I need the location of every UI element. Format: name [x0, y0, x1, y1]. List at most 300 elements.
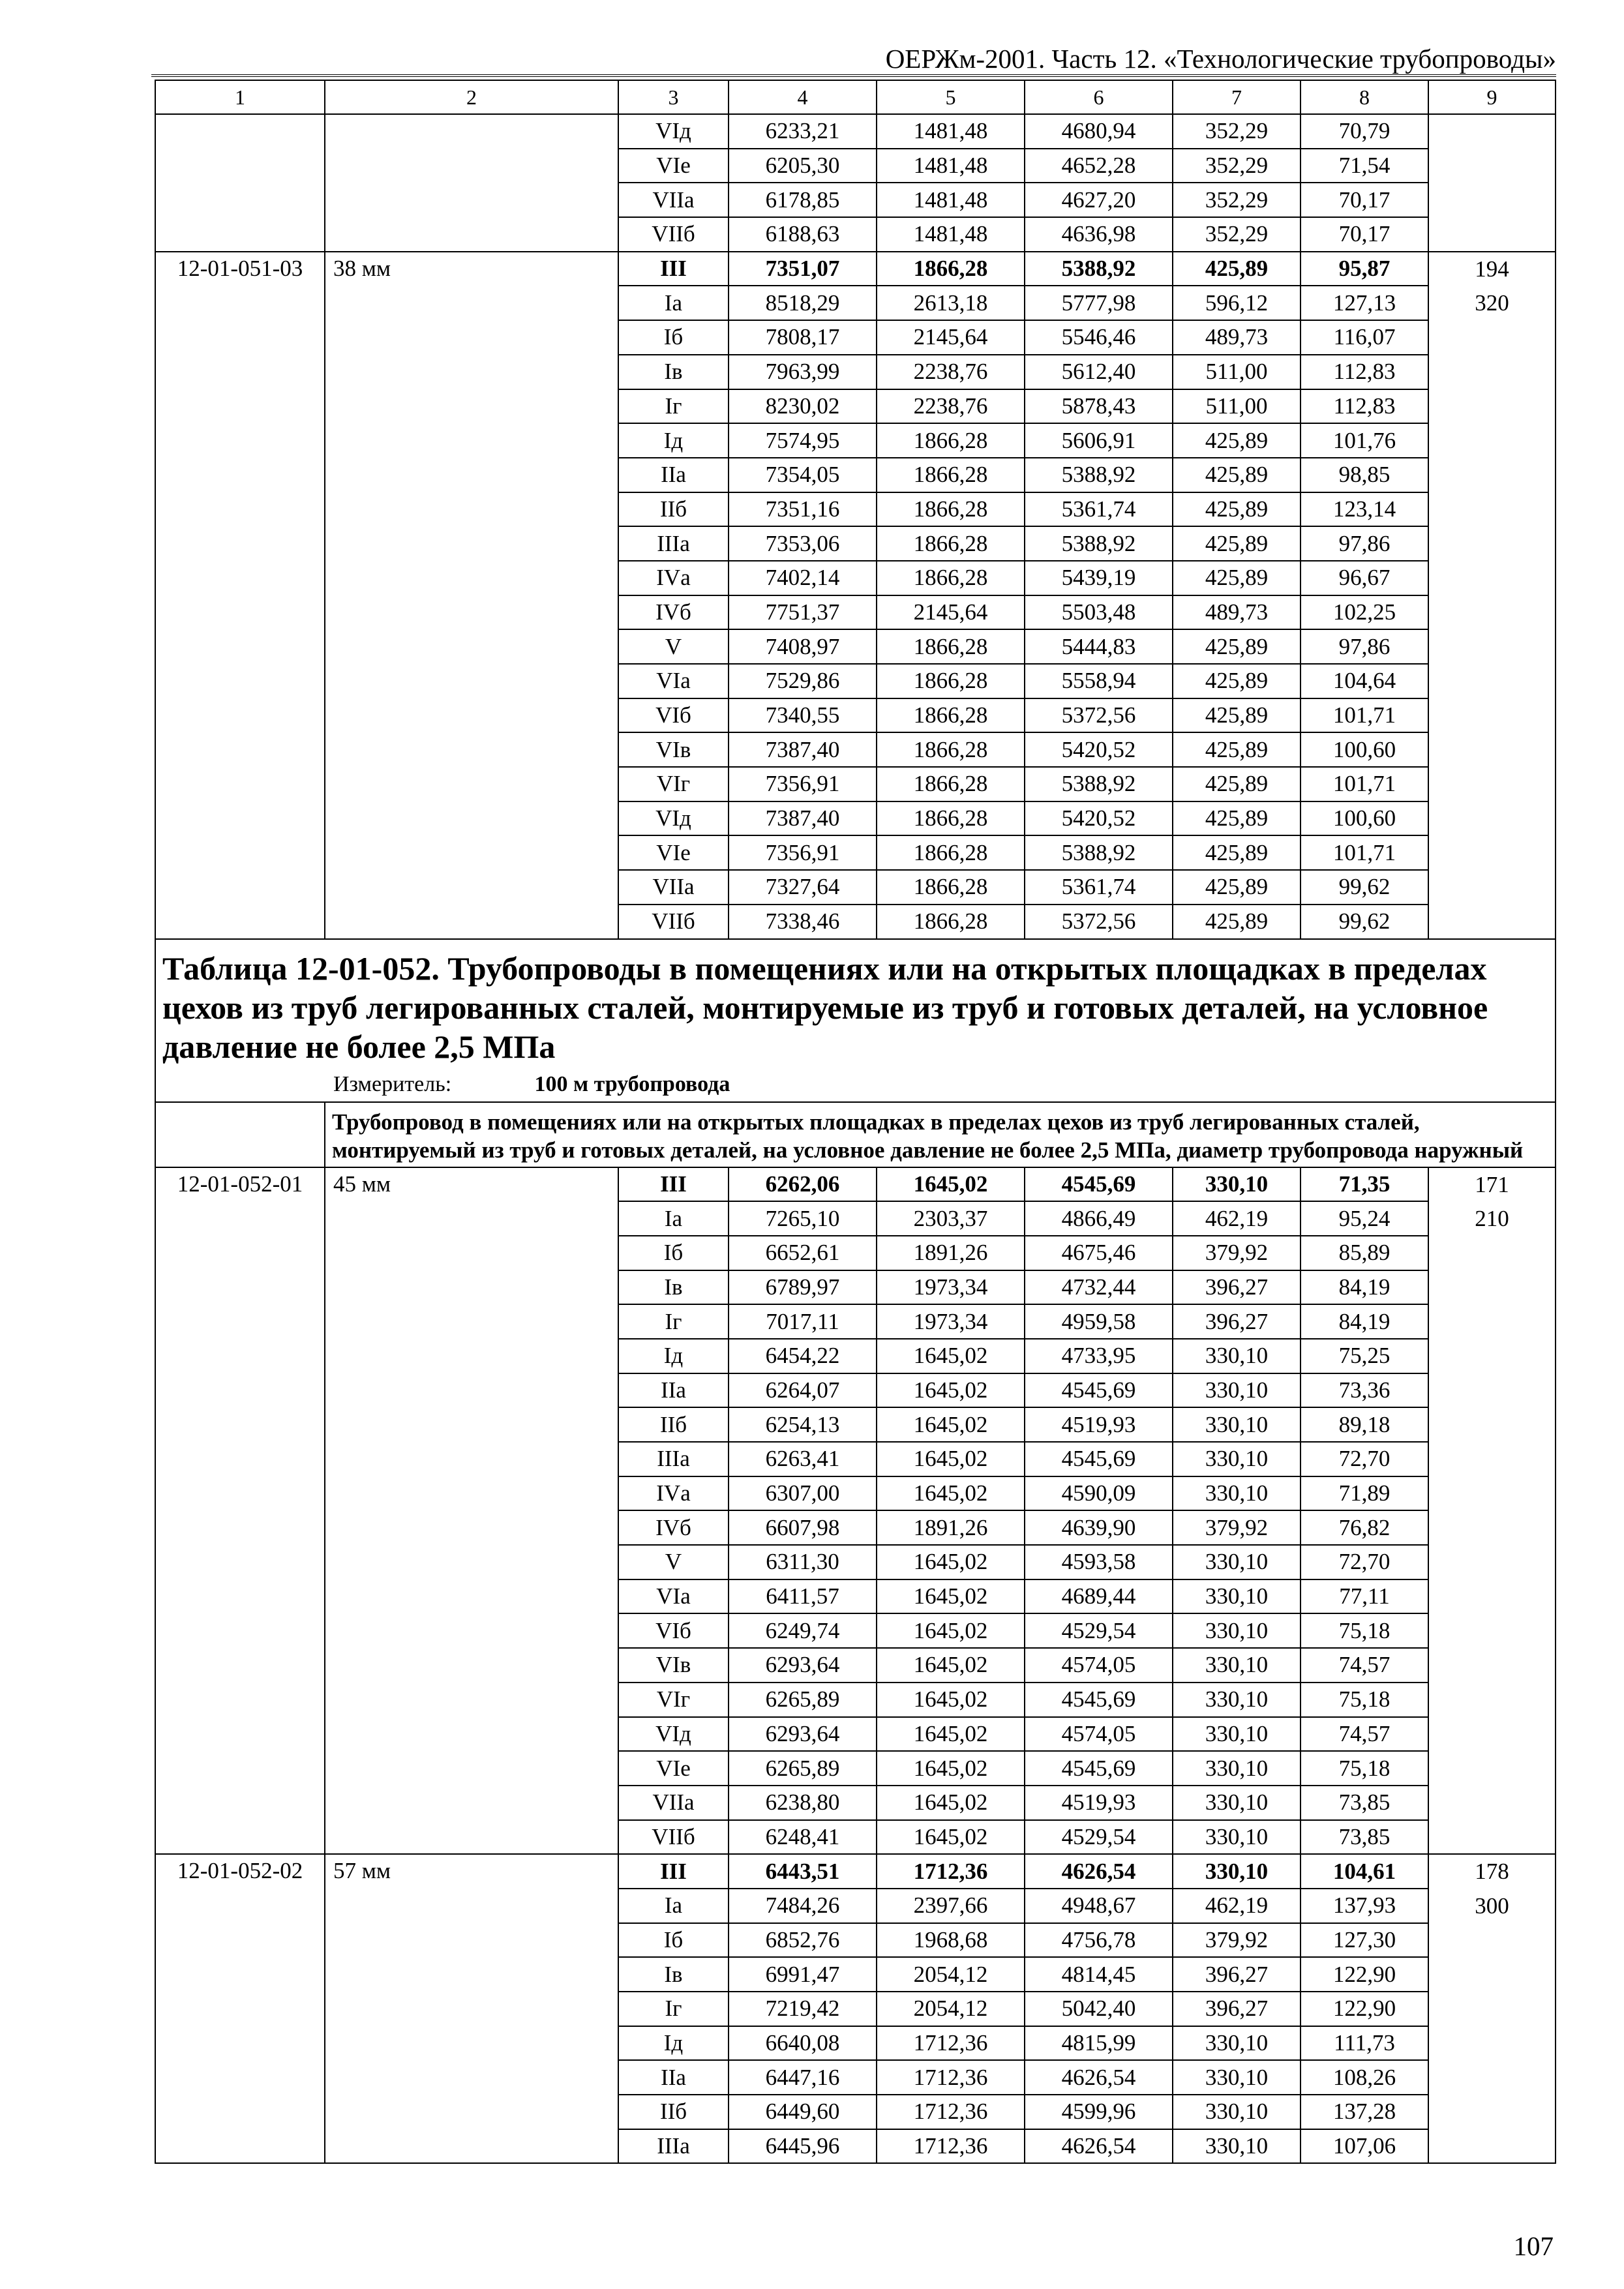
value-cell: 425,89 [1173, 801, 1301, 836]
variant-cell: Iб [618, 320, 729, 355]
value-cell: 5388,92 [1025, 458, 1173, 492]
value-cell: 379,92 [1173, 1510, 1301, 1545]
value-cell: 462,19 [1173, 1889, 1301, 1923]
value-cell: 70,17 [1301, 183, 1428, 217]
value-cell: 1891,26 [877, 1236, 1025, 1270]
value-cell: 4545,69 [1025, 1683, 1173, 1717]
variant-cell: Iа [618, 1889, 729, 1923]
value-cell: 330,10 [1173, 1820, 1301, 1855]
value-cell: 4545,69 [1025, 1373, 1173, 1408]
variant-cell: IVа [618, 561, 729, 595]
variant-cell: Iв [618, 1270, 729, 1305]
value-cell: 116,07 [1301, 320, 1428, 355]
variant-cell: Iб [618, 1923, 729, 1958]
rates-table [155, 80, 1556, 2164]
value-cell: 352,29 [1173, 183, 1301, 217]
value-cell: 425,89 [1173, 629, 1301, 664]
variant-cell: VIв [618, 1648, 729, 1683]
value-cell: 425,89 [1173, 561, 1301, 595]
table-row [155, 1854, 1556, 1889]
value-cell: 1866,28 [877, 629, 1025, 664]
table-title: Таблица 12-01-052. Трубопроводы в помещениях или на открытых площадках в пределах цехов из труб легированных сталей, монтируемые из труб и готовых деталей, на условное давление не более 2,5 МПа [162, 950, 1488, 1065]
value-cell: 5420,52 [1025, 801, 1173, 836]
value-cell: 1481,48 [877, 114, 1025, 149]
value-cell: 1866,28 [877, 698, 1025, 733]
value-cell: 7356,91 [729, 767, 877, 801]
value-cell: 4652,28 [1025, 149, 1173, 183]
variant-cell: IIа [618, 458, 729, 492]
value-cell: 7751,37 [729, 595, 877, 630]
value-cell: 4689,44 [1025, 1579, 1173, 1614]
value-cell: 99,62 [1301, 870, 1428, 905]
variant-cell: VIе [618, 1751, 729, 1786]
variant-cell: VIIб [618, 905, 729, 939]
variant-cell: VIд [618, 114, 729, 149]
pipe-diameter: 38 мм [325, 252, 618, 939]
value-cell: 4574,05 [1025, 1648, 1173, 1683]
value-cell: 7354,05 [729, 458, 877, 492]
table-title-row [155, 939, 1556, 1102]
table-row [155, 252, 1556, 286]
variant-cell: VIб [618, 698, 729, 733]
value-cell: 7338,46 [729, 905, 877, 939]
value-cell: 4948,67 [1025, 1889, 1173, 1923]
variant-cell: Iд [618, 423, 729, 458]
value-cell: 104,61 [1301, 1854, 1428, 1889]
value-cell: 330,10 [1173, 1407, 1301, 1442]
value-cell: 330,10 [1173, 1339, 1301, 1373]
value-cell: 6443,51 [729, 1854, 877, 1889]
rates-block [155, 1854, 1556, 2163]
value-cell: 4733,95 [1025, 1339, 1173, 1373]
value-cell: 6454,22 [729, 1339, 877, 1373]
value-cell: 75,18 [1301, 1751, 1428, 1786]
value-cell: 75,18 [1301, 1613, 1428, 1648]
value-cell: 4599,96 [1025, 2095, 1173, 2129]
value-cell: 6249,74 [729, 1613, 877, 1648]
value-cell: 102,25 [1301, 595, 1428, 630]
value-cell: 4529,54 [1025, 1613, 1173, 1648]
value-cell: 4590,09 [1025, 1476, 1173, 1511]
value-cell: 137,93 [1301, 1889, 1428, 1923]
value-cell: 2054,12 [877, 1957, 1025, 1992]
value-cell: 6254,13 [729, 1407, 877, 1442]
extra-value: 300 [1475, 1893, 1509, 1919]
value-cell: 425,89 [1173, 492, 1301, 527]
value-cell: 76,82 [1301, 1510, 1428, 1545]
value-cell: 1645,02 [877, 1407, 1025, 1442]
value-cell: 4814,45 [1025, 1957, 1173, 1992]
value-cell: 5606,91 [1025, 423, 1173, 458]
pipe-diameter [325, 114, 618, 252]
variant-cell: IIIа [618, 1442, 729, 1476]
value-cell: 97,86 [1301, 526, 1428, 561]
value-cell: 1645,02 [877, 1476, 1025, 1511]
section-header: Трубопровод в помещениях или на открытых площадках в пределах цехов из труб легированных сталей, монтируемый из труб и готовых деталей, на условное давление не более 2,5 МПа, диаметр трубопровода наружный [325, 1102, 1556, 1167]
value-cell: 4519,93 [1025, 1407, 1173, 1442]
column-number: 9 [1428, 80, 1556, 114]
extra-value: 194 [1475, 256, 1509, 282]
value-cell: 5558,94 [1025, 664, 1173, 698]
value-cell: 330,10 [1173, 1648, 1301, 1683]
value-cell: 1645,02 [877, 1751, 1025, 1786]
value-cell: 89,18 [1301, 1407, 1428, 1442]
value-cell: 330,10 [1173, 1786, 1301, 1820]
value-cell: 123,14 [1301, 492, 1428, 527]
column-number: 2 [325, 80, 618, 114]
page-number: 107 [1513, 2231, 1554, 2261]
variant-cell: Iг [618, 389, 729, 424]
value-cell: 5372,56 [1025, 698, 1173, 733]
value-cell: 5612,40 [1025, 355, 1173, 389]
value-cell: 425,89 [1173, 767, 1301, 801]
value-cell: 7387,40 [729, 801, 877, 836]
value-cell: 352,29 [1173, 217, 1301, 252]
extra-values-cell [1428, 252, 1556, 939]
value-cell: 4545,69 [1025, 1167, 1173, 1202]
variant-cell: Iа [618, 1201, 729, 1236]
variant-cell: IVа [618, 1476, 729, 1511]
value-cell: 1481,48 [877, 217, 1025, 252]
value-cell: 6311,30 [729, 1545, 877, 1579]
column-number: 8 [1301, 80, 1428, 114]
value-cell: 4866,49 [1025, 1201, 1173, 1236]
value-cell: 5439,19 [1025, 561, 1173, 595]
value-cell: 425,89 [1173, 526, 1301, 561]
value-cell: 352,29 [1173, 114, 1301, 149]
value-cell: 425,89 [1173, 870, 1301, 905]
value-cell: 101,71 [1301, 698, 1428, 733]
value-cell: 4756,78 [1025, 1923, 1173, 1958]
variant-cell: Iб [618, 1236, 729, 1270]
value-cell: 330,10 [1173, 1683, 1301, 1717]
value-cell: 1712,36 [877, 2026, 1025, 2061]
value-cell: 4815,99 [1025, 2026, 1173, 2061]
value-cell: 108,26 [1301, 2060, 1428, 2095]
value-cell: 330,10 [1173, 1476, 1301, 1511]
value-cell: 511,00 [1173, 355, 1301, 389]
value-cell: 6445,96 [729, 2129, 877, 2164]
value-cell: 1866,28 [877, 423, 1025, 458]
value-cell: 6293,64 [729, 1648, 877, 1683]
variant-cell: VIIа [618, 183, 729, 217]
value-cell: 396,27 [1173, 1270, 1301, 1305]
value-cell: 71,54 [1301, 149, 1428, 183]
value-cell: 5042,40 [1025, 1992, 1173, 2026]
value-cell: 99,62 [1301, 905, 1428, 939]
variant-cell: VIг [618, 1683, 729, 1717]
value-cell: 6307,00 [729, 1476, 877, 1511]
value-cell: 127,13 [1301, 286, 1428, 320]
column-number-row [155, 80, 1556, 114]
variant-cell: VIIб [618, 1820, 729, 1855]
value-cell: 330,10 [1173, 2095, 1301, 2129]
value-cell: 8230,02 [729, 389, 877, 424]
variant-cell: Iв [618, 1957, 729, 1992]
value-cell: 96,67 [1301, 561, 1428, 595]
value-cell: 6262,06 [729, 1167, 877, 1202]
value-cell: 2303,37 [877, 1201, 1025, 1236]
value-cell: 4545,69 [1025, 1751, 1173, 1786]
value-cell: 489,73 [1173, 595, 1301, 630]
value-cell: 84,19 [1301, 1270, 1428, 1305]
variant-cell: VIа [618, 664, 729, 698]
value-cell: 7353,06 [729, 526, 877, 561]
value-cell: 330,10 [1173, 1442, 1301, 1476]
value-cell: 596,12 [1173, 286, 1301, 320]
value-cell: 1866,28 [877, 492, 1025, 527]
variant-cell: VIг [618, 767, 729, 801]
value-cell: 1645,02 [877, 1683, 1025, 1717]
value-cell: 73,85 [1301, 1786, 1428, 1820]
column-number: 1 [155, 80, 325, 114]
value-cell: 5878,43 [1025, 389, 1173, 424]
value-cell: 7484,26 [729, 1889, 877, 1923]
value-cell: 1968,68 [877, 1923, 1025, 1958]
value-cell: 5503,48 [1025, 595, 1173, 630]
variant-cell: VIе [618, 149, 729, 183]
value-cell: 7387,40 [729, 732, 877, 767]
value-cell: 104,64 [1301, 664, 1428, 698]
value-cell: 1866,28 [877, 835, 1025, 870]
value-cell: 1712,36 [877, 1854, 1025, 1889]
column-number: 5 [877, 80, 1025, 114]
value-cell: 6411,57 [729, 1579, 877, 1614]
value-cell: 7351,16 [729, 492, 877, 527]
value-cell: 5546,46 [1025, 320, 1173, 355]
value-cell: 6238,80 [729, 1786, 877, 1820]
value-cell: 4959,58 [1025, 1304, 1173, 1339]
variant-cell: VIIа [618, 870, 729, 905]
value-cell: 6205,30 [729, 149, 877, 183]
value-cell: 6178,85 [729, 183, 877, 217]
value-cell: 122,90 [1301, 1957, 1428, 1992]
value-cell: 1866,28 [877, 767, 1025, 801]
column-number: 7 [1173, 80, 1301, 114]
value-cell: 77,11 [1301, 1579, 1428, 1614]
value-cell: 425,89 [1173, 252, 1301, 286]
variant-cell: Iа [618, 286, 729, 320]
value-cell: 2145,64 [877, 320, 1025, 355]
value-cell: 1866,28 [877, 458, 1025, 492]
value-cell: 100,60 [1301, 801, 1428, 836]
extra-value: 210 [1475, 1206, 1509, 1232]
variant-cell: IIб [618, 1407, 729, 1442]
value-cell: 5388,92 [1025, 526, 1173, 561]
value-cell: 70,79 [1301, 114, 1428, 149]
value-cell: 7327,64 [729, 870, 877, 905]
value-cell: 330,10 [1173, 2060, 1301, 2095]
variant-cell: IVб [618, 1510, 729, 1545]
column-number: 3 [618, 80, 729, 114]
value-cell: 7402,14 [729, 561, 877, 595]
value-cell: 6248,41 [729, 1820, 877, 1855]
value-cell: 7219,42 [729, 1992, 877, 2026]
rate-code: 12-01-052-02 [155, 1854, 325, 2163]
value-cell: 1866,28 [877, 526, 1025, 561]
value-cell: 1645,02 [877, 1613, 1025, 1648]
value-cell: 95,87 [1301, 252, 1428, 286]
value-cell: 7340,55 [729, 698, 877, 733]
value-cell: 2397,66 [877, 1889, 1025, 1923]
rate-code [155, 114, 325, 252]
value-cell: 1712,36 [877, 2060, 1025, 2095]
value-cell: 425,89 [1173, 664, 1301, 698]
value-cell: 4574,05 [1025, 1717, 1173, 1752]
page-header-title: ОЕРЖм-2001. Часть 12. «Технологические трубопроводы» [885, 44, 1556, 74]
value-cell: 425,89 [1173, 905, 1301, 939]
section-header-row [155, 1102, 1556, 1167]
value-cell: 330,10 [1173, 1717, 1301, 1752]
value-cell: 5777,98 [1025, 286, 1173, 320]
pipe-diameter: 57 мм [325, 1854, 618, 2163]
value-cell: 1973,34 [877, 1304, 1025, 1339]
value-cell: 1866,28 [877, 732, 1025, 767]
value-cell: 7356,91 [729, 835, 877, 870]
extra-values-cell [1428, 114, 1556, 252]
value-cell: 1866,28 [877, 905, 1025, 939]
value-cell: 107,06 [1301, 2129, 1428, 2164]
value-cell: 1866,28 [877, 664, 1025, 698]
value-cell: 2054,12 [877, 1992, 1025, 2026]
value-cell: 5361,74 [1025, 870, 1173, 905]
value-cell: 137,28 [1301, 2095, 1428, 2129]
value-cell: 1645,02 [877, 1579, 1025, 1614]
value-cell: 1712,36 [877, 2129, 1025, 2164]
variant-cell: III [618, 1854, 729, 1889]
value-cell: 6265,89 [729, 1683, 877, 1717]
rate-code: 12-01-052-01 [155, 1167, 325, 1855]
column-number: 4 [729, 80, 877, 114]
value-cell: 4626,54 [1025, 2060, 1173, 2095]
value-cell: 1645,02 [877, 1545, 1025, 1579]
value-cell: 379,92 [1173, 1236, 1301, 1270]
value-cell: 4636,98 [1025, 217, 1173, 252]
value-cell: 4627,20 [1025, 183, 1173, 217]
variant-cell: IIIа [618, 2129, 729, 2164]
value-cell: 1645,02 [877, 1339, 1025, 1373]
value-cell: 425,89 [1173, 458, 1301, 492]
value-cell: 4680,94 [1025, 114, 1173, 149]
value-cell: 511,00 [1173, 389, 1301, 424]
value-cell: 425,89 [1173, 835, 1301, 870]
variant-cell: V [618, 629, 729, 664]
value-cell: 1866,28 [877, 252, 1025, 286]
variant-cell: IIб [618, 492, 729, 527]
variant-cell: VIIб [618, 217, 729, 252]
value-cell: 122,90 [1301, 1992, 1428, 2026]
measure-label: Измеритель: [333, 1071, 452, 1096]
value-cell: 425,89 [1173, 423, 1301, 458]
value-cell: 489,73 [1173, 320, 1301, 355]
value-cell: 72,70 [1301, 1545, 1428, 1579]
value-cell: 8518,29 [729, 286, 877, 320]
value-cell: 396,27 [1173, 1304, 1301, 1339]
value-cell: 1712,36 [877, 2095, 1025, 2129]
value-cell: 6852,76 [729, 1923, 877, 1958]
value-cell: 396,27 [1173, 1957, 1301, 1992]
column-number: 6 [1025, 80, 1173, 114]
value-cell: 330,10 [1173, 2026, 1301, 2061]
variant-cell: IIIа [618, 526, 729, 561]
value-cell: 6652,61 [729, 1236, 877, 1270]
value-cell: 4675,46 [1025, 1236, 1173, 1270]
value-cell: 101,71 [1301, 835, 1428, 870]
extra-values-cell [1428, 1167, 1556, 1855]
value-cell: 112,83 [1301, 355, 1428, 389]
value-cell: 4545,69 [1025, 1442, 1173, 1476]
value-cell: 5361,74 [1025, 492, 1173, 527]
value-cell: 6640,08 [729, 2026, 877, 2061]
value-cell: 5388,92 [1025, 835, 1173, 870]
value-cell: 6263,41 [729, 1442, 877, 1476]
value-cell: 330,10 [1173, 1373, 1301, 1408]
value-cell: 98,85 [1301, 458, 1428, 492]
value-cell: 7017,11 [729, 1304, 877, 1339]
value-cell: 352,29 [1173, 149, 1301, 183]
value-cell: 1973,34 [877, 1270, 1025, 1305]
value-cell: 1645,02 [877, 1786, 1025, 1820]
extra-values-cell [1428, 1854, 1556, 2163]
value-cell: 4732,44 [1025, 1270, 1173, 1305]
value-cell: 330,10 [1173, 1854, 1301, 1889]
value-cell: 5444,83 [1025, 629, 1173, 664]
variant-cell: IIа [618, 2060, 729, 2095]
rate-code: 12-01-051-03 [155, 252, 325, 939]
section-header-empty-cell [155, 1102, 325, 1167]
variant-cell: IIа [618, 1373, 729, 1408]
variant-cell: Iг [618, 1992, 729, 2026]
value-cell: 111,73 [1301, 2026, 1428, 2061]
value-cell: 5420,52 [1025, 732, 1173, 767]
value-cell: 6449,60 [729, 2095, 877, 2129]
rates-block [155, 1167, 1556, 1855]
value-cell: 75,18 [1301, 1683, 1428, 1717]
value-cell: 1866,28 [877, 561, 1025, 595]
measure [162, 1070, 1548, 1099]
variant-cell: Iд [618, 1339, 729, 1373]
value-cell: 4626,54 [1025, 1854, 1173, 1889]
value-cell: 75,25 [1301, 1339, 1428, 1373]
value-cell: 4626,54 [1025, 2129, 1173, 2164]
value-cell: 462,19 [1173, 1201, 1301, 1236]
value-cell: 7529,86 [729, 664, 877, 698]
value-cell: 2238,76 [877, 355, 1025, 389]
variant-cell: IVб [618, 595, 729, 630]
value-cell: 74,57 [1301, 1717, 1428, 1752]
value-cell: 7265,10 [729, 1201, 877, 1236]
value-cell: 6991,47 [729, 1957, 877, 1992]
extra-value: 171 [1475, 1171, 1509, 1197]
value-cell: 6264,07 [729, 1373, 877, 1408]
value-cell: 2238,76 [877, 389, 1025, 424]
value-cell: 425,89 [1173, 698, 1301, 733]
variant-cell: VIд [618, 801, 729, 836]
value-cell: 1645,02 [877, 1442, 1025, 1476]
value-cell: 73,85 [1301, 1820, 1428, 1855]
measure-value: 100 м трубопровода [534, 1071, 730, 1096]
value-cell: 1645,02 [877, 1717, 1025, 1752]
value-cell: 85,89 [1301, 1236, 1428, 1270]
value-cell: 6789,97 [729, 1270, 877, 1305]
value-cell: 330,10 [1173, 2129, 1301, 2164]
value-cell: 379,92 [1173, 1923, 1301, 1958]
value-cell: 95,24 [1301, 1201, 1428, 1236]
value-cell: 97,86 [1301, 629, 1428, 664]
pipe-diameter: 45 мм [325, 1167, 618, 1855]
value-cell: 6188,63 [729, 217, 877, 252]
value-cell: 73,36 [1301, 1373, 1428, 1408]
